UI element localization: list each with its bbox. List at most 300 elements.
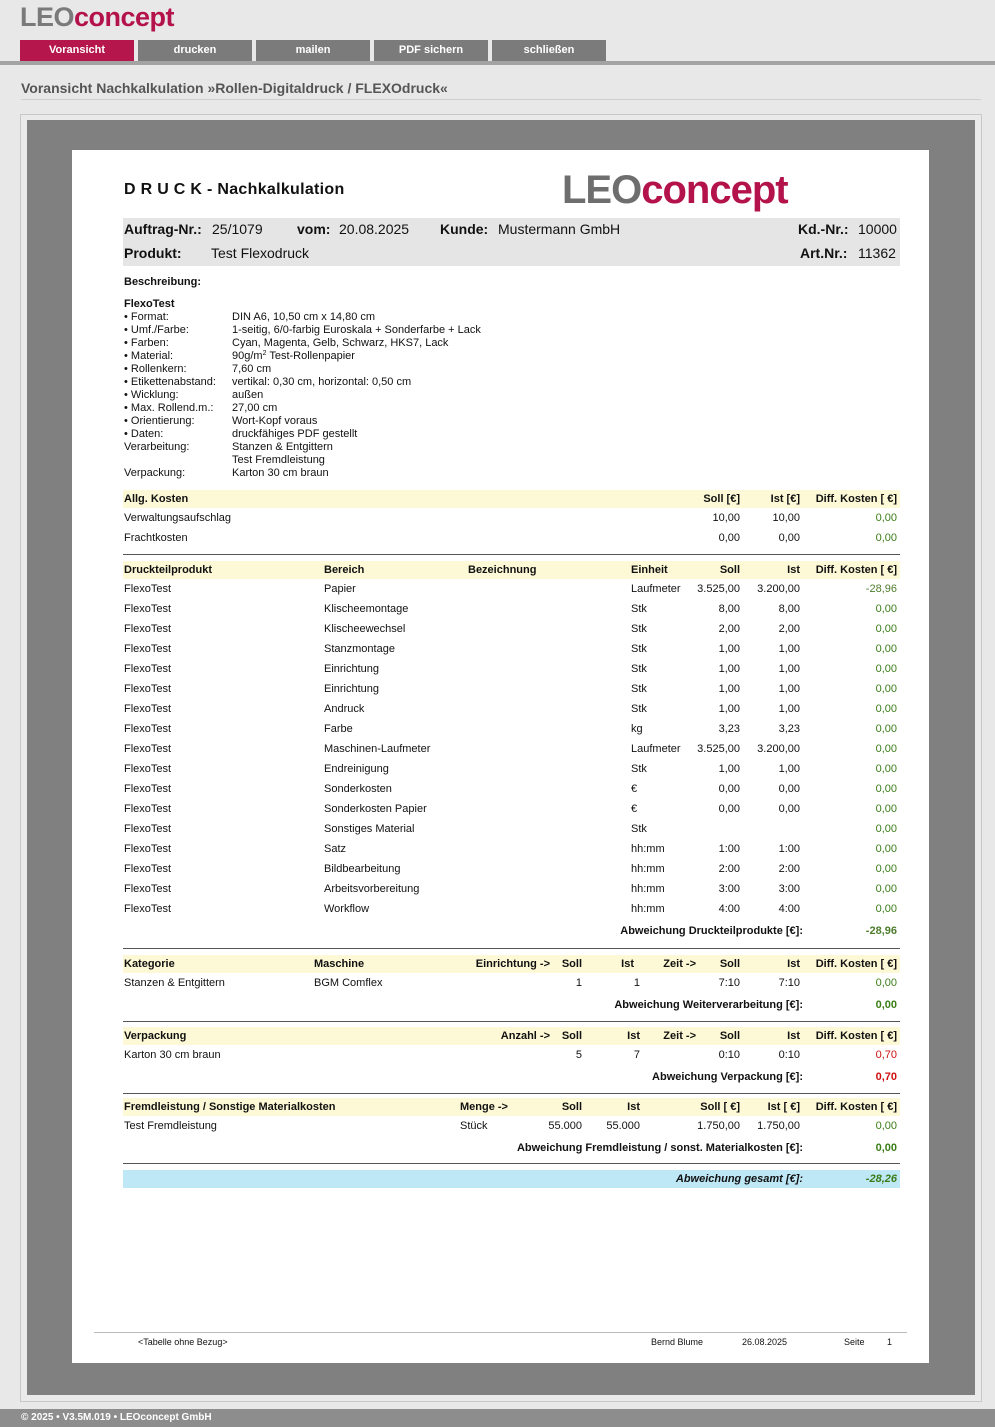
spec-value-text: DIN A6, 10,50 cm x 14,80 cm [232, 311, 376, 323]
spec-key: • Farben: [124, 337, 169, 349]
column-header: Soll [561, 958, 582, 970]
doc-logo-concept: concept [641, 168, 788, 212]
column-header: Kategorie [124, 958, 175, 970]
table-cell: 0,00 [718, 803, 740, 815]
table-cell: Stk [631, 763, 647, 775]
section-sum-label: Abweichung Druckteilprodukte [€]: [620, 925, 803, 937]
customer-name: Mustermann GmbH [498, 221, 621, 237]
table-row [123, 599, 900, 619]
table-row [123, 579, 900, 599]
table-cell: 2,00 [718, 623, 740, 635]
spec-value-text: 7,60 cm [232, 363, 272, 375]
column-header: Einrichtung -> [475, 958, 550, 970]
spec-row [124, 350, 481, 363]
column-header: Allg. Kosten [124, 493, 189, 505]
spec-value-text: außen [232, 389, 264, 401]
table-cell: 1,00 [718, 663, 740, 675]
spec-value [232, 311, 375, 324]
spec-key: • Format: [124, 311, 169, 323]
status-bar: © 2025 • V3.5M.019 • LEOconcept GmbH [0, 1409, 995, 1427]
column-header: Ist [787, 564, 800, 576]
spec-key: • Max. Rollend.m.: [124, 402, 214, 414]
table-cell: Karton 30 cm braun [124, 1049, 221, 1061]
logo-concept-text: concept [74, 2, 175, 32]
spec-value [232, 389, 263, 402]
table-cell: 55.000 [606, 1120, 640, 1132]
table-cell: Stanzmontage [324, 643, 395, 655]
table-cell: Frachtkosten [124, 532, 188, 544]
table-cell: Stk [631, 703, 647, 715]
spec-value-text: druckfähiges PDF gestellt [232, 428, 358, 440]
column-header: Diff. Kosten [ €] [815, 1030, 897, 1042]
spec-value-text: 27,00 cm [232, 402, 278, 414]
column-header: Soll [719, 958, 740, 970]
section-sum-label: Abweichung Weiterverarbeitung [€]: [614, 999, 803, 1011]
table-cell: 0,00 [875, 977, 897, 989]
table-cell: 0:10 [778, 1049, 800, 1061]
table-cell: Stück [460, 1120, 488, 1132]
general-costs-table [123, 490, 900, 548]
spec-value-text: Wort-Kopf voraus [232, 415, 318, 427]
table-cell: 0,00 [778, 783, 800, 795]
table-row [123, 739, 900, 759]
spec-value-text: 1-seitig, 6/0-farbig Euroskala + Sonderfarbe + Lack [232, 324, 481, 336]
column-header: Soll [ €] [700, 1101, 740, 1113]
table-cell: 0,00 [778, 803, 800, 815]
spec-value-text: Stanzen & Entgittern [232, 441, 333, 453]
column-header: Druckteilprodukt [124, 564, 213, 576]
table-cell: 1 [575, 977, 582, 989]
table-cell: 0,00 [875, 643, 897, 655]
table-cell: FlexoTest [124, 903, 172, 915]
table-cell: FlexoTest [124, 603, 172, 615]
order-number-label: Auftrag-Nr.: [124, 221, 202, 237]
spec-superscript: 2 [262, 350, 267, 357]
column-header: Diff. Kosten [ €] [815, 493, 897, 505]
table-cell: 0,00 [875, 803, 897, 815]
table-header [123, 955, 900, 973]
table-header [123, 490, 900, 508]
table-row [123, 819, 900, 839]
column-header: Zeit -> [663, 1030, 696, 1042]
column-header: Verpackung [124, 1030, 187, 1042]
table-cell: Stk [631, 603, 647, 615]
spec-row [124, 376, 481, 389]
section-sum-row [123, 993, 900, 1015]
spec-row [124, 467, 481, 480]
column-header: Diff. Kosten [ €] [815, 1101, 897, 1113]
total-deviation-label: Abweichung gesamt [€]: [675, 1173, 803, 1185]
spec-row [124, 428, 481, 441]
column-header: Soll [561, 1030, 582, 1042]
order-date: 20.08.2025 [339, 221, 410, 237]
processing-table [123, 955, 900, 1015]
product-name: Test Flexodruck [211, 245, 310, 261]
section-sum-row [123, 1065, 900, 1087]
customer-label: Kunde: [440, 221, 489, 237]
spec-value-text: vertikal: 0,30 cm, horizontal: 0,50 cm [232, 376, 412, 388]
spec-list [124, 311, 481, 480]
product-subtitle: FlexoTest [124, 298, 175, 310]
toolbar-divider [0, 61, 995, 65]
table-cell: 0,00 [875, 743, 897, 755]
table-cell: Test Fremdleistung [124, 1120, 217, 1132]
table-cell: 1,00 [778, 663, 800, 675]
external-services-table [123, 1098, 900, 1158]
table-cell: 0,00 [875, 763, 897, 775]
customer-number-label: Kd.-Nr.: [798, 221, 849, 237]
table-cell: 0,00 [875, 883, 897, 895]
table-cell: 4:00 [718, 903, 740, 915]
table-cell: FlexoTest [124, 703, 172, 715]
spec-key: • Material: [124, 350, 174, 362]
section-divider [123, 554, 900, 555]
table-cell: Stk [631, 623, 647, 635]
spec-key: Verarbeitung: [124, 441, 190, 453]
table-cell: Einrichtung [324, 663, 380, 675]
spec-value-text: Cyan, Magenta, Gelb, Schwarz, HKS7, Lack [232, 337, 449, 349]
section-sum-row [123, 1136, 900, 1158]
spec-value [232, 363, 271, 376]
table-cell: 0,00 [875, 683, 897, 695]
table-cell: hh:mm [631, 863, 665, 875]
document-page [72, 150, 929, 1363]
table-cell: 1,00 [778, 703, 800, 715]
table-cell: 1,00 [778, 643, 800, 655]
doc-logo [562, 168, 788, 212]
table-cell: 0,00 [875, 623, 897, 635]
table-cell: 0,00 [875, 823, 897, 835]
table-cell: FlexoTest [124, 583, 172, 595]
table-row [123, 799, 900, 819]
column-header: Zeit -> [663, 958, 696, 970]
preview-button[interactable]: Voransicht [20, 40, 134, 61]
spec-value-text: Karton 30 cm braun [232, 467, 329, 479]
table-cell: Stk [631, 683, 647, 695]
column-header: Ist [787, 1030, 800, 1042]
table-cell: 7:10 [718, 977, 740, 989]
spec-row [124, 389, 481, 402]
table-row [123, 973, 900, 993]
table-row [123, 859, 900, 879]
table-cell: Laufmeter [631, 743, 681, 755]
table-cell: Stk [631, 823, 647, 835]
table-cell: FlexoTest [124, 843, 172, 855]
table-cell: 1,00 [778, 683, 800, 695]
table-cell: 2:00 [718, 863, 740, 875]
table-cell: Endreinigung [324, 763, 389, 775]
section-sum-value: 0,70 [875, 1071, 897, 1083]
column-header: Einheit [631, 564, 668, 576]
doc-logo-leo: LEO [562, 168, 642, 212]
footer-user: Bernd Blume [651, 1337, 704, 1347]
column-header: Ist [787, 958, 800, 970]
spec-row [124, 337, 481, 350]
table-cell: FlexoTest [124, 763, 172, 775]
table-header [123, 1027, 900, 1045]
section-sum-label: Abweichung Verpackung [€]: [652, 1071, 803, 1083]
spec-key [124, 454, 232, 467]
spec-row [124, 454, 481, 467]
table-header [123, 561, 900, 579]
table-row [123, 779, 900, 799]
table-cell: 3:00 [778, 883, 800, 895]
table-cell: FlexoTest [124, 623, 172, 635]
column-header: Bereich [324, 564, 365, 576]
table-cell: FlexoTest [124, 663, 172, 675]
table-cell: BGM Comflex [314, 977, 383, 989]
table-cell: FlexoTest [124, 723, 172, 735]
table-cell: Klischeemontage [324, 603, 409, 615]
table-cell: 0,00 [718, 783, 740, 795]
table-cell: Klischeewechsel [324, 623, 406, 635]
print-parts-table [123, 561, 900, 941]
table-row [123, 719, 900, 739]
footer-date: 26.08.2025 [742, 1337, 788, 1347]
table-row [123, 639, 900, 659]
spec-value-text: Test-Rollenpapier [266, 350, 355, 362]
table-cell: 3,23 [718, 723, 740, 735]
table-cell: 10,00 [712, 512, 740, 524]
section-sum-row [123, 919, 900, 941]
section-divider [123, 1163, 900, 1164]
table-cell: 4:00 [778, 903, 800, 915]
column-header: Bezeichnung [468, 564, 537, 576]
table-cell: FlexoTest [124, 743, 172, 755]
table-cell: FlexoTest [124, 883, 172, 895]
table-cell: 1:00 [718, 843, 740, 855]
spec-value [232, 454, 325, 467]
table-cell: 0,00 [875, 512, 897, 524]
table-cell: Sonderkosten [324, 783, 392, 795]
table-row [123, 1116, 900, 1136]
print-button[interactable]: drucken [138, 40, 252, 61]
table-cell: FlexoTest [124, 643, 172, 655]
table-cell: FlexoTest [124, 683, 172, 695]
total-deviation-value: -28,26 [865, 1173, 897, 1185]
section-sum-label: Abweichung Fremdleistung / sonst. Materialkosten [€]: [516, 1142, 803, 1154]
section-divider [123, 1093, 900, 1094]
table-row [123, 879, 900, 899]
table-cell: Satz [324, 843, 347, 855]
table-cell: Laufmeter [631, 583, 681, 595]
table-cell: -28,96 [865, 583, 897, 595]
table-cell: 1,00 [718, 683, 740, 695]
column-header: Ist [ €] [767, 1101, 800, 1113]
table-cell: FlexoTest [124, 783, 172, 795]
save-pdf-button[interactable]: PDF sichern [374, 40, 488, 61]
table-cell: 0,00 [875, 1120, 897, 1132]
footer-divider [94, 1332, 907, 1333]
spec-value [232, 467, 329, 480]
spec-key: • Wicklung: [124, 389, 179, 401]
column-header: Soll [719, 564, 740, 576]
table-cell: 55.000 [548, 1120, 582, 1132]
table-cell: 0:10 [718, 1049, 740, 1061]
table-cell: Verwaltungsaufschlag [124, 512, 232, 524]
table-cell: 0,70 [875, 1049, 897, 1061]
table-cell: 0,00 [875, 783, 897, 795]
table-cell: Stk [631, 643, 647, 655]
column-header: Ist [621, 958, 634, 970]
section-sum-value: 0,00 [875, 1142, 897, 1154]
spec-key: • Umf./Farbe: [124, 324, 189, 336]
spec-value [232, 376, 411, 389]
table-cell: 0,00 [718, 532, 740, 544]
table-cell: 0,00 [875, 703, 897, 715]
table-cell: 3:00 [718, 883, 740, 895]
footer-page-number: 1 [887, 1337, 893, 1347]
footer-page-label: Seite [844, 1337, 865, 1347]
section-divider [123, 948, 900, 949]
spec-key: • Orientierung: [124, 415, 195, 427]
table-cell: 1.750,00 [757, 1120, 800, 1132]
table-cell: 0,00 [875, 532, 897, 544]
table-cell: 5 [575, 1049, 582, 1061]
column-header: Soll [€] [703, 493, 740, 505]
section-sum-value: 0,00 [875, 999, 897, 1011]
spec-row [124, 415, 481, 428]
column-header: Ist [€] [770, 493, 800, 505]
table-cell: 7:10 [778, 977, 800, 989]
table-cell: hh:mm [631, 843, 665, 855]
table-cell: 7 [633, 1049, 640, 1061]
spec-key: Verpackung: [124, 467, 186, 479]
table-cell: € [631, 803, 638, 815]
table-cell: 1,00 [778, 763, 800, 775]
heading-divider [21, 99, 981, 100]
table-cell: Stk [631, 663, 647, 675]
app-logo [20, 2, 174, 32]
packaging-table [123, 1027, 900, 1087]
table-cell: 2,00 [778, 623, 800, 635]
table-cell: 3.525,00 [697, 743, 740, 755]
customer-number: 10000 [858, 221, 897, 237]
spec-value-text: Test Fremdleistung [232, 454, 325, 466]
column-header: Anzahl -> [500, 1030, 550, 1042]
table-cell: 3,23 [778, 723, 800, 735]
table-row [123, 619, 900, 639]
spec-value [232, 402, 277, 415]
spec-row [124, 441, 481, 454]
table-cell: Andruck [324, 703, 365, 715]
spec-value [232, 441, 333, 454]
table-cell: FlexoTest [124, 803, 172, 815]
doc-title: D R U C K - Nachkalkulation [124, 181, 345, 198]
table-cell: 1 [633, 977, 640, 989]
table-cell: 1,00 [718, 703, 740, 715]
spec-value [232, 415, 317, 428]
table-cell: 0,00 [875, 863, 897, 875]
footer-note: <Tabelle ohne Bezug> [138, 1337, 228, 1347]
spec-row [124, 324, 481, 337]
section-sum-value: -28,96 [865, 925, 897, 937]
order-header [123, 218, 900, 266]
table-cell: Workflow [324, 903, 370, 915]
table-cell: Sonderkosten Papier [324, 803, 427, 815]
table-cell: 8,00 [718, 603, 740, 615]
table-cell: 0,00 [875, 723, 897, 735]
table-cell: Sonstiges Material [324, 823, 415, 835]
table-cell: 0,00 [875, 663, 897, 675]
table-cell: Einrichtung [324, 683, 380, 695]
article-number: 11362 [858, 245, 896, 261]
table-cell: FlexoTest [124, 863, 172, 875]
table-cell: Bildbearbeitung [324, 863, 401, 875]
close-button[interactable]: schließen [492, 40, 606, 61]
table-cell: 3.200,00 [757, 583, 800, 595]
column-header: Diff. Kosten [ €] [815, 564, 897, 576]
table-cell: 2:00 [778, 863, 800, 875]
table-cell: 1:00 [778, 843, 800, 855]
table-cell: 10,00 [772, 512, 800, 524]
article-number-label: Art.Nr.: [800, 245, 848, 261]
table-cell: 3.200,00 [757, 743, 800, 755]
spec-value-text: 90g/m [232, 350, 263, 362]
spec-value [232, 337, 448, 350]
toolbar [20, 40, 606, 61]
table-row [123, 699, 900, 719]
spec-key: • Daten: [124, 428, 164, 440]
table-row [123, 679, 900, 699]
table-row [123, 508, 900, 528]
table-row [123, 899, 900, 919]
table-cell: Papier [324, 583, 356, 595]
table-row [123, 528, 900, 548]
column-header: Ist [627, 1030, 640, 1042]
spec-key: • Rollenkern: [124, 363, 187, 375]
logo-leo-text: LEO [20, 2, 75, 32]
spec-value [232, 350, 355, 363]
spec-key: • Etikettenabstand: [124, 376, 216, 388]
table-cell: Farbe [324, 723, 353, 735]
table-row [123, 839, 900, 859]
table-header [123, 1098, 900, 1116]
table-row [123, 759, 900, 779]
column-header: Diff. Kosten [ €] [815, 958, 897, 970]
page-title: Voransicht Nachkalkulation »Rollen-Digitaldruck / FLEXOdruck« [21, 80, 448, 96]
spec-row [124, 311, 481, 324]
table-cell: Arbeitsvorbereitung [324, 883, 420, 895]
spec-value [232, 324, 481, 337]
table-row [123, 659, 900, 679]
column-header: Fremdleistung / Sonstige Materialkosten [124, 1101, 336, 1113]
table-cell: 0,00 [875, 903, 897, 915]
table-cell: FlexoTest [124, 823, 172, 835]
table-cell: hh:mm [631, 883, 665, 895]
table-cell: 0,00 [875, 603, 897, 615]
column-header: Soll [719, 1030, 740, 1042]
mail-button[interactable]: mailen [256, 40, 370, 61]
column-header: Ist [627, 1101, 640, 1113]
column-header: Menge -> [460, 1101, 508, 1113]
description-label: Beschreibung: [124, 276, 202, 288]
order-number: 25/1079 [212, 221, 263, 237]
table-cell: € [631, 783, 638, 795]
table-cell: 1,00 [718, 643, 740, 655]
table-row [123, 1045, 900, 1065]
total-deviation-bar [123, 1170, 900, 1188]
table-cell: Stanzen & Entgittern [124, 977, 225, 989]
table-cell: 1.750,00 [697, 1120, 740, 1132]
table-cell: 0,00 [778, 532, 800, 544]
spec-value [232, 428, 357, 441]
date-label: vom: [297, 221, 331, 237]
table-cell: 3.525,00 [697, 583, 740, 595]
table-cell: 0,00 [875, 843, 897, 855]
table-cell: 1,00 [718, 763, 740, 775]
table-cell: 8,00 [778, 603, 800, 615]
